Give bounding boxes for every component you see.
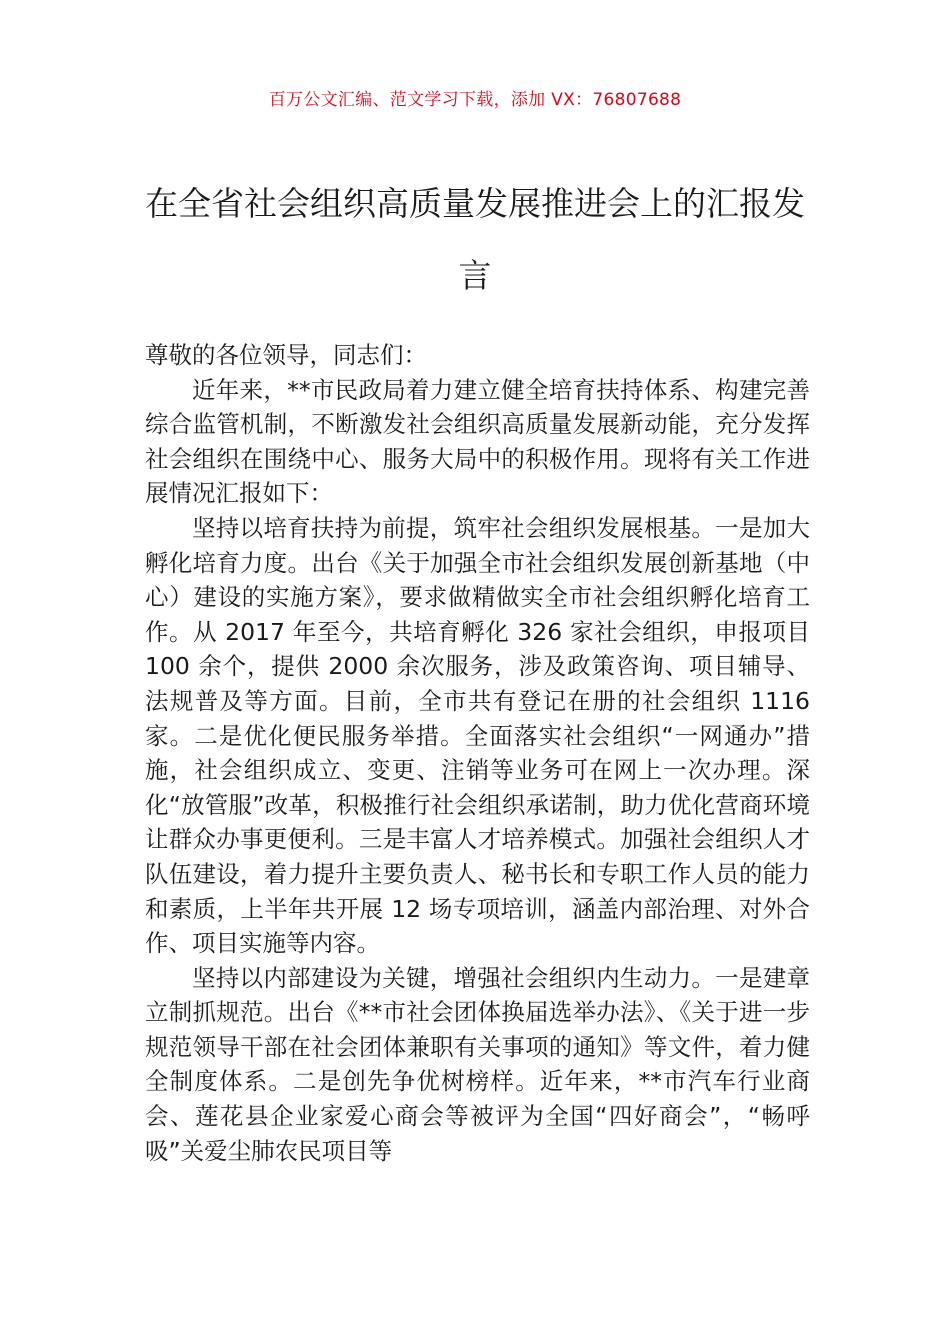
paragraph-cultivation: 坚持以培育扶持为前提，筑牢社会组织发展根基。一是加大孵化培育力度。出台《关于加强全市社会组织发展创新基地（中心）建设的实施方案》，要求做精做实全市社会组织孵化培育工作。从 2017 年至今，共培育孵化 326 家社会组织，申报项目 100 余个，提供 2000 余次服务，涉及政策咨询、项目辅导、法规普及等方面。目前，全市共有登记在册的社会组织 1116 家。二是优化便民服务举措。全面落实社会组织“一网通办”措施，社会组织成立、变更、注销等业务可在网上一次办理。深化“放管服”改革，积极推行社会组织承诺制，助力优化营商环境让群众办事更便利。三是丰富人才培养模式。加强社会组织人才队伍建设，着力提升主要负责人、秘书长和专职工作人员的能力和素质，上半年共开展 12 场专项培训，涵盖内部治理、对外合作、项目实施等内容。	[145, 513, 810, 958]
document-title: 在全省社会组织高质量发展推进会上的汇报发言	[145, 184, 805, 295]
promo-header-text: 百万公文汇编、范文学习下载，添加 VX：76807688	[268, 90, 682, 110]
paragraph-intro: 近年来，**市民政局着力建立健全培育扶持体系、构建完善综合监管机制，不断激发社会组织高质量发展新动能，充分发挥社会组织在围绕中心、服务大局中的积极作用。现将有关工作进展情况汇报如下：	[145, 375, 810, 508]
salutation: 尊敬的各位领导，同志们：	[145, 341, 427, 369]
paragraph-internal-building: 坚持以内部建设为关键，增强社会组织内生动力。一是建章立制抓规范。出台《**市社会团体换届选举办法》、《关于进一步规范领导干部在社会团体兼职有关事项的通知》等文件，着力健全制度体系。二是创先争优树榜样。近年来，**市汽车行业商会、莲花县企业家爱心商会等被评为全国“四好商会”，“畅呼吸”关爱尘肺农民项目等	[145, 963, 810, 1165]
document-body	[145, 338, 810, 1168]
